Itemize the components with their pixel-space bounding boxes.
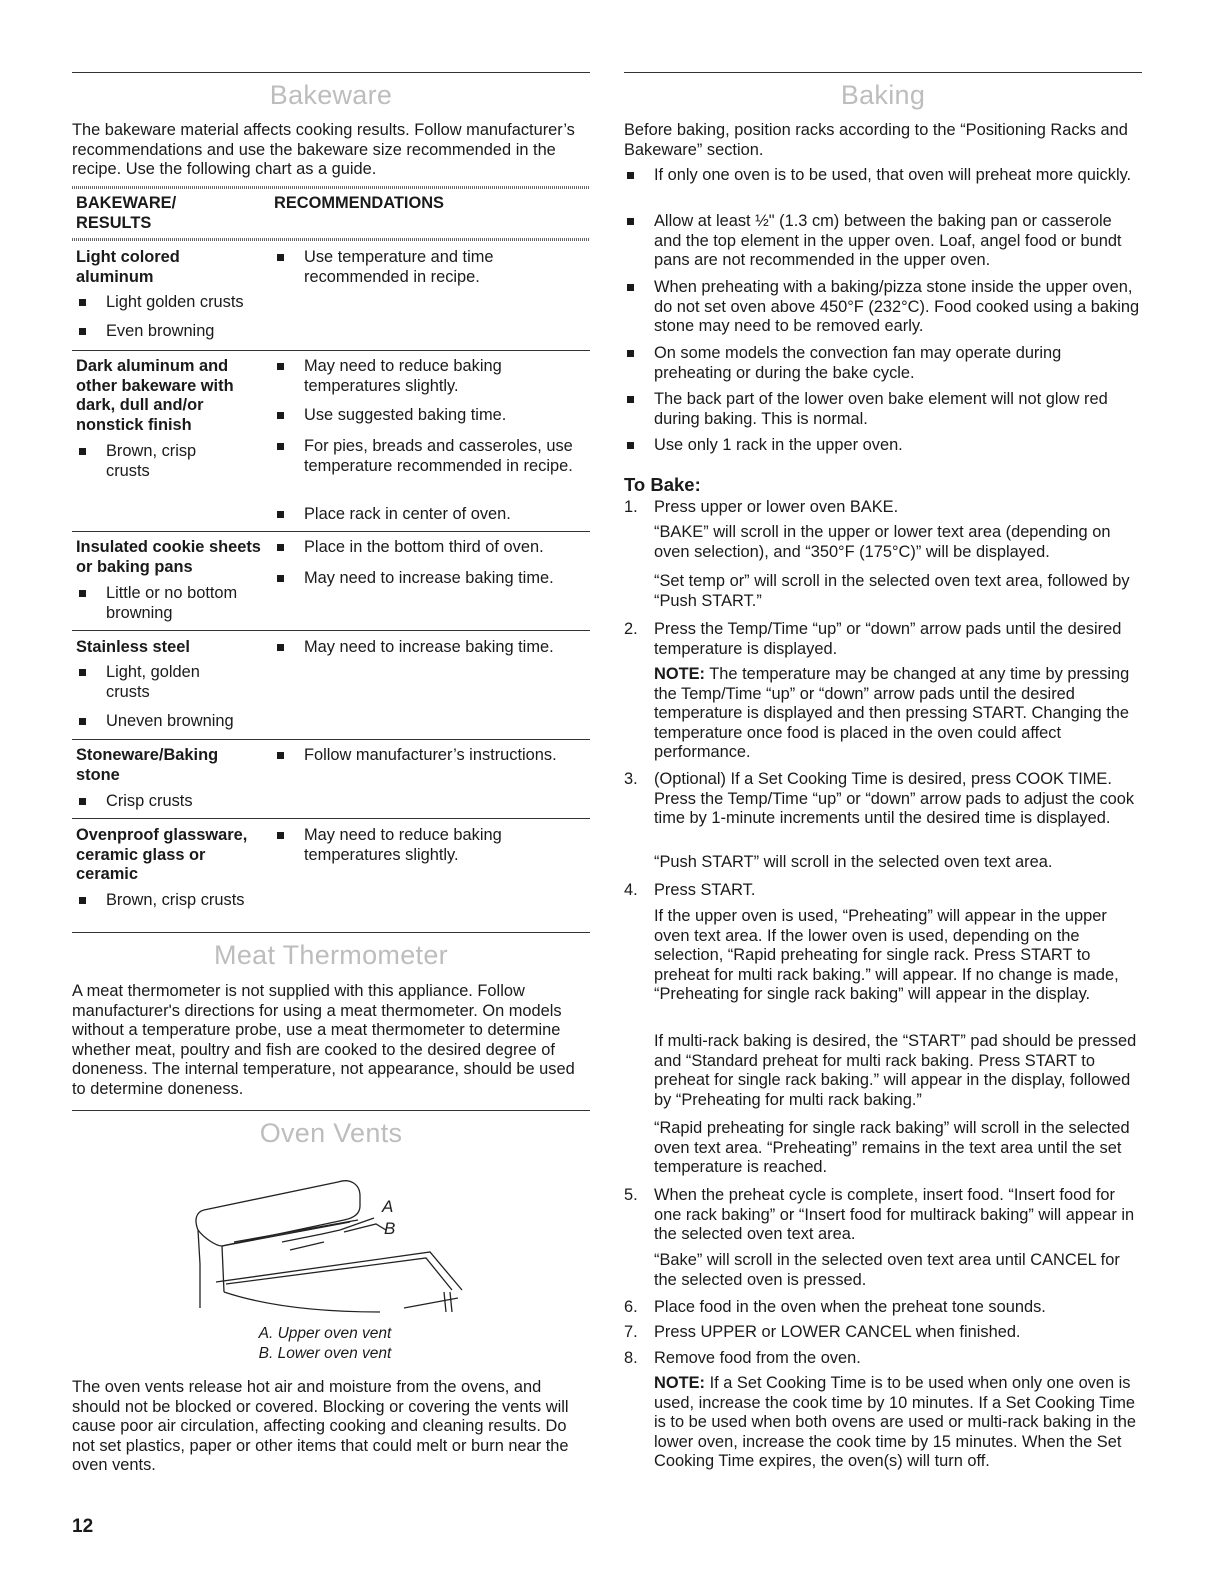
rec-item: May need to increase baking time. [274, 569, 584, 589]
row-name: Ovenproof glassware, ceramic glass or ceramic [76, 826, 248, 884]
step-text: Press UPPER or LOWER CANCEL when finished. [654, 1323, 1021, 1341]
result-item: Brown, crisp crusts [76, 891, 276, 911]
result-item: Little or no bottom browning [76, 584, 266, 623]
step-text: (Optional) If a Set Cooking Time is desired, press COOK TIME. Press the Temp/Time “up” or “down” arrow pads to adjust the cook time by 1-minute increments until the desired time is displayed. [654, 770, 1135, 828]
rec-item: May need to increase baking time. [274, 638, 584, 658]
to-bake-heading: To Bake: [624, 474, 701, 495]
row-divider [72, 818, 590, 819]
top-rule-right [624, 72, 1142, 73]
step-number: 3. [624, 770, 638, 788]
step-number: 5. [624, 1186, 638, 1204]
result-item: Light, golden crusts [76, 663, 221, 702]
baking-title: Baking [840, 80, 926, 110]
step-detail: If multi-rack baking is desired, the “START” pad should be pressed and “Standard preheat for multi rack baking. Press START to preheat for single rack baking.” will appear in the display, followed by “Preheating for multi rack baking.” [654, 1032, 1137, 1109]
oven-vents-illustration [190, 1172, 480, 1317]
bakeware-title: Bakeware [269, 80, 393, 110]
row-divider [72, 630, 590, 631]
header-recommendations: RECOMMENDATIONS [274, 194, 444, 212]
meat-title: Meat Thermometer [214, 940, 448, 970]
step-detail: “BAKE” will scroll in the upper or lower text area (depending on oven selection), and “350°F (175°C)” will be displayed. [654, 523, 1111, 561]
rec-item: Use temperature and time recommended in recipe. [274, 248, 534, 287]
step-note [654, 665, 1142, 763]
row-divider [72, 350, 590, 351]
rec-item: For pies, breads and casseroles, use temperature recommended in recipe. [274, 437, 574, 476]
step-number: 2. [624, 620, 638, 638]
result-item: Brown, crisp crusts [76, 442, 221, 481]
label-b: B [384, 1219, 396, 1238]
step-number: 6. [624, 1298, 638, 1316]
baking-bullet: On some models the convection fan may operate during preheating or during the bake cycle. [624, 344, 1142, 383]
rec-item: Use suggested baking time. [274, 406, 574, 426]
note-text: If a Set Cooking Time is to be used when only one oven is used, increase the cook time by 10 minutes. If a Set Cooking Time is to be used when both ovens are used or multi-rack baking in the lower oven, increase the cook time by 15 minutes. When the Set Cooking Time expires, the oven(s) will turn off. [654, 1374, 1136, 1471]
baking-intro: Before baking, position racks according to the “Positioning Racks and Bakeware” section. [624, 121, 1128, 159]
caption-lower-vent: B. Lower oven vent [258, 1345, 392, 1362]
rec-item: Place rack in center of oven. [274, 505, 574, 525]
rec-item: May need to reduce baking temperatures slightly. [274, 357, 534, 396]
caption-upper-vent: A. Upper oven vent [258, 1325, 392, 1342]
page-number: 12 [72, 1516, 94, 1537]
rec-item: Follow manufacturer’s instructions. [274, 746, 589, 766]
row-name: Light colored aluminum [76, 248, 180, 286]
result-item: Crisp crusts [76, 792, 266, 812]
meat-rule [72, 932, 590, 933]
result-item: Uneven browning [76, 712, 266, 732]
row-name: Dark aluminum and other bakeware with dark, dull and/or nonstick finish [76, 357, 234, 434]
step-detail: “Set temp or” will scroll in the selected oven text area, followed by “Push START.” [654, 572, 1130, 610]
step-text: Press START. [654, 881, 756, 899]
result-item: Even browning [76, 322, 266, 342]
step-number: 8. [624, 1349, 638, 1367]
step-number: 7. [624, 1323, 638, 1341]
baking-bullet: Use only 1 rack in the upper oven. [624, 436, 1142, 456]
row-divider [72, 531, 590, 532]
step-text: Press upper or lower oven BAKE. [654, 498, 899, 516]
row-name: Stoneware/Baking stone [76, 746, 219, 784]
step-number: 1. [624, 498, 638, 516]
baking-bullet: When preheating with a baking/pizza stone inside the upper oven, do not set oven above 450°F (232°C). Food cooked using a baking stone may need to be removed early. [624, 278, 1142, 337]
step-note [654, 1374, 1142, 1472]
note-label: NOTE: [654, 1374, 705, 1392]
step-text: Remove food from the oven. [654, 1349, 861, 1367]
step-detail: “Bake” will scroll in the selected oven text area until CANCEL for the selected oven is pressed. [654, 1251, 1120, 1289]
top-rule-left [72, 72, 590, 73]
step-number: 4. [624, 881, 638, 899]
step-detail: “Push START” will scroll in the selected oven text area. [654, 853, 1053, 871]
step-text: When the preheat cycle is complete, insert food. “Insert food for one rack baking” or “Insert food for multirack baking” will appear in the selected oven text area. [654, 1186, 1135, 1244]
row-name: Stainless steel [76, 638, 190, 656]
baking-bullet: Allow at least ½" (1.3 cm) between the baking pan or casserole and the top element in the upper oven. Loaf, angel food or bundt pans are not recommended in the upper oven. [624, 212, 1142, 271]
note-text: The temperature may be changed at any time by pressing the Temp/Time “up” or “down” arrow pads until the desired temperature is displayed and then pressing START. Changing the temperature once food is placed in the oven could affect performance. [654, 665, 1130, 762]
row-divider [72, 739, 590, 740]
bakeware-intro: The bakeware material affects cooking results. Follow manufacturer’s recommendations and use the bakeware size recommended in the recipe. Use the following chart as a guide. [72, 121, 575, 179]
label-a: A [382, 1197, 394, 1216]
vents-rule [72, 1110, 590, 1111]
baking-bullet: The back part of the lower oven bake element will not glow red during baking. This is normal. [624, 390, 1142, 429]
table-header-rule [72, 238, 590, 241]
step-detail: “Rapid preheating for single rack baking” will scroll in the selected oven text area. “Preheating” remains in the text area until the set temperature is reached. [654, 1119, 1130, 1177]
header-bakeware-results: BAKEWARE/ RESULTS [76, 194, 177, 232]
vents-text: The oven vents release hot air and moisture from the ovens, and should not be blocked or covered. Blocking or covering the vents will cause poor air circulation, affecting cooking and cleaning results. Do not set plastics, paper or other items that could melt or burn near the oven vents. [72, 1378, 569, 1475]
rec-item: Place in the bottom third of oven. [274, 538, 584, 558]
table-top-rule [72, 186, 590, 189]
rec-item: May need to reduce baking temperatures slightly. [274, 826, 534, 865]
row-name: Insulated cookie sheets or baking pans [76, 538, 261, 576]
step-text: Place food in the oven when the preheat tone sounds. [654, 1298, 1046, 1316]
note-label: NOTE: [654, 665, 705, 683]
step-detail: If the upper oven is used, “Preheating” will appear in the upper oven text area. If the lower oven is used, depending on the selection, “Rapid preheating for single rack. Press START to preheat for multi rack baking.” will appear. If no change is made, “Preheating for single rack baking” will appear in the display. [654, 907, 1119, 1004]
step-text: Press the Temp/Time “up” or “down” arrow pads until the desired temperature is displayed. [654, 620, 1122, 658]
meat-text: A meat thermometer is not supplied with this appliance. Follow manufacturer's directions for using a meat thermometer. On models without a temperature probe, use a meat thermometer to determine whether meat, poultry and fish are cooked to the desired degree of doneness. The internal temperature, not appearance, should be used to determine doneness. [72, 982, 575, 1098]
vents-title: Oven Vents [259, 1118, 403, 1148]
result-item: Light golden crusts [76, 293, 266, 313]
baking-bullet: If only one oven is to be used, that oven will preheat more quickly. [624, 166, 1142, 186]
